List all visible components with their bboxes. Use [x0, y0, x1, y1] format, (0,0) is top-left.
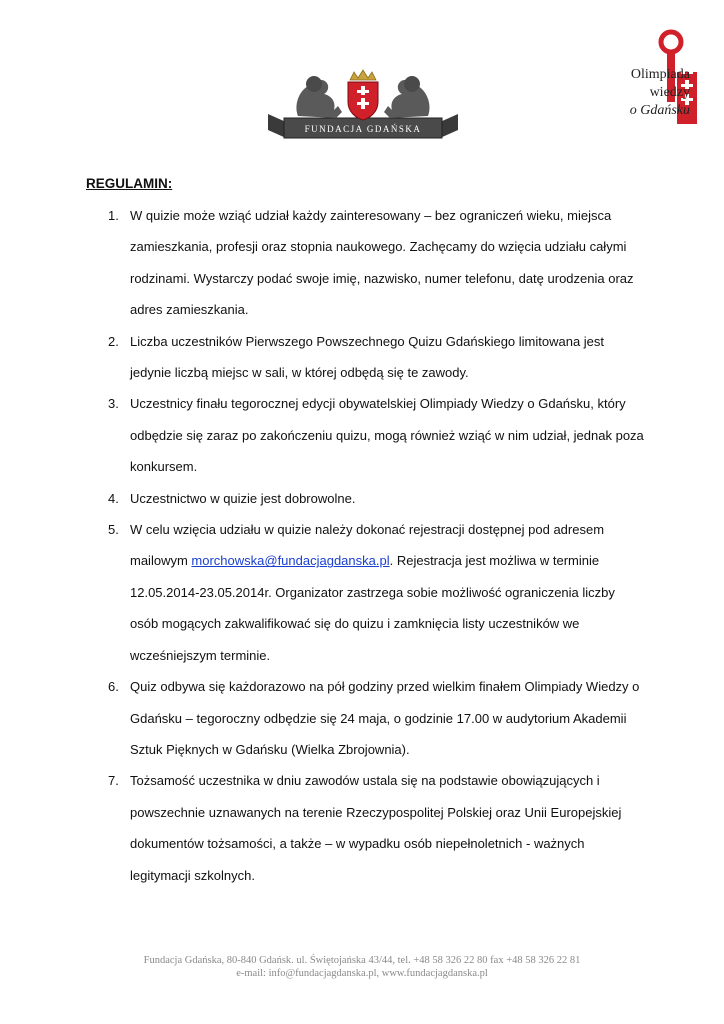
rule-text: Uczestnicy finału tegorocznej edycji obywatelskiej Olimpiady Wiedzy o Gdańsku, który odbędzie się zaraz po zakończeniu quizu, mogą również wziąć w nim udział, jednak poza konkursem. [130, 396, 644, 475]
rule-number: 3. [108, 396, 119, 412]
rule-item [86, 200, 646, 326]
rule-number: 4. [108, 490, 119, 506]
olimpiada-logo-text [630, 66, 690, 120]
page-footer [0, 954, 724, 980]
rule-number: 7. [108, 773, 119, 789]
email-link[interactable]: morchowska@fundacjagdanska.pl [191, 553, 390, 569]
rule-text: Uczestnictwo w quizie jest dobrowolne. [130, 490, 356, 506]
rule-item [86, 483, 646, 514]
document-title: REGULAMIN: [86, 176, 173, 191]
rule-item [86, 765, 646, 891]
rule-text: Liczba uczestników Pierwszego Powszechnego Quizu Gdańskiego limitowana jest jedynie liczbą miejsc w sali, w której odbędą się te zawody. [130, 333, 605, 381]
rule-item [86, 388, 646, 482]
footer-address: Fundacja Gdańska, 80-840 Gdańsk. ul. Świętojańska 43/44, tel. +48 58 326 22 80 fax +48 58 326 22 81 [143, 955, 581, 966]
olimpiada-line-1: Olimpiada [630, 67, 690, 82]
rule-text: Tożsamość uczestnika w dniu zawodów ustala się na podstawie obowiązujących i powszechnie uznawanych na terenie Rzeczypospolitej Polskiej oraz Unii Europejskiej dokumentów tożsamości, a także – w wypadku osób niepełnoletnich - ważnych legitymacji szkolnych. [130, 773, 622, 883]
fundacja-gdanska-logo [264, 66, 462, 146]
rule-text: W quizie może wziąć udział każdy zainteresowany – bez ograniczeń wieku, miejsca zamieszkania, profesji oraz stopnia naukowego. Zachęcamy do wzięcia udziału całymi rodzinami. Wystarczy podać swoje imię, nazwisko, numer telefonu, datę urodzenia oraz adres zamieszkania. [130, 208, 634, 318]
rule-number: 5. [108, 522, 119, 538]
olimpiada-line-2: wiedzy [649, 85, 690, 100]
olimpiada-line-3: o Gdańsku [629, 103, 690, 118]
fundacja-logo-text: FUNDACJA GDAŃSKA [304, 124, 422, 134]
rule-text-before-link: W celu wzięcia udziału w quizie należy dokonać rejestracji dostępnej pod adresem mailowym [130, 522, 605, 569]
rules-list [86, 200, 646, 891]
rule-item [86, 514, 646, 671]
rule-text-after-link: . Rejestracja jest możliwa w terminie 12.05.2014-23.05.2014r. Organizator zastrzega sobie możliwość ograniczenia liczby osób mogących zakwalifikować się do quizu i zamknięcia listy uczestników we wcześniejszym terminie. [130, 553, 615, 663]
footer-contact: e-mail: info@fundacjagdanska.pl, www.fundacjagdanska.pl [236, 968, 488, 979]
rule-item [86, 326, 646, 389]
rule-item [86, 671, 646, 765]
rule-number: 1. [108, 208, 119, 223]
rule-number: 6. [108, 679, 119, 695]
rule-number: 2. [108, 333, 119, 349]
rule-text: Quiz odbywa się każdorazowo na pół godziny przed wielkim finałem Olimpiady Wiedzy o Gdańsku – tegoroczny odbędzie się 24 maja, o godzinie 17.00 w audytorium Akademii Sztuk Pięknych w Gdańsku (Wielka Zbrojownia). [130, 679, 640, 757]
